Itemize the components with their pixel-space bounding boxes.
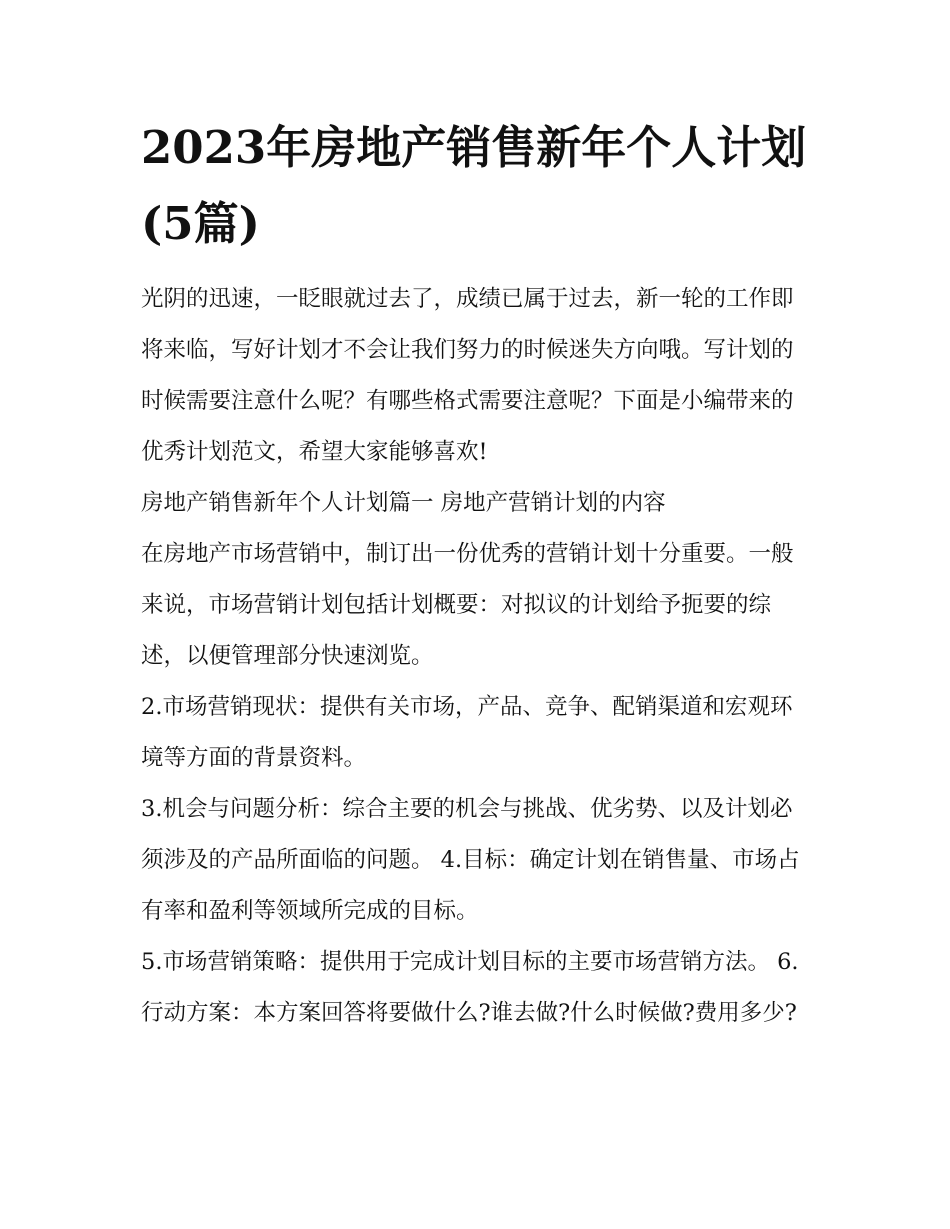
paragraph-item-3-4: 3.机会与问题分析：综合主要的机会与挑战、优劣势、以及计划必须涉及的产品所面临的问题。 4.目标：确定计划在销售量、市场占有率和盈利等领域所完成的目标。 xyxy=(141,796,800,924)
document-title: 2023年房地产销售新年个人计划(5篇) xyxy=(141,121,807,250)
document-page xyxy=(141,110,813,1039)
paragraph-item-5-6: 5.市场营销策略：提供用于完成计划目标的主要市场营销方法。 6.行动方案：本方案回答将要做什么?谁去做?什么时候做?费用多少? xyxy=(141,949,799,1026)
paragraph-section-heading: 房地产销售新年个人计划篇一 房地产营销计划的内容 xyxy=(141,490,666,516)
paragraph-intro: 光阴的迅速，一眨眼就过去了，成绩已属于过去，新一轮的工作即将来临，写好计划才不会让我们努力的时候迷失方向哦。写计划的时候需要注意什么呢？有哪些格式需要注意呢？下面是小编带来的优秀计划范文，希望大家能够喜欢! xyxy=(141,286,794,465)
paragraph-marketing-plan: 在房地产市场营销中，制订出一份优秀的营销计划十分重要。一般来说，市场营销计划包括计划概要：对拟议的计划给予扼要的综述，以便管理部分快速浏览。 xyxy=(141,541,794,669)
paragraph-item-2: 2.市场营销现状：提供有关市场，产品、竞争、配销渠道和宏观环境等方面的背景资料。 xyxy=(141,694,793,771)
